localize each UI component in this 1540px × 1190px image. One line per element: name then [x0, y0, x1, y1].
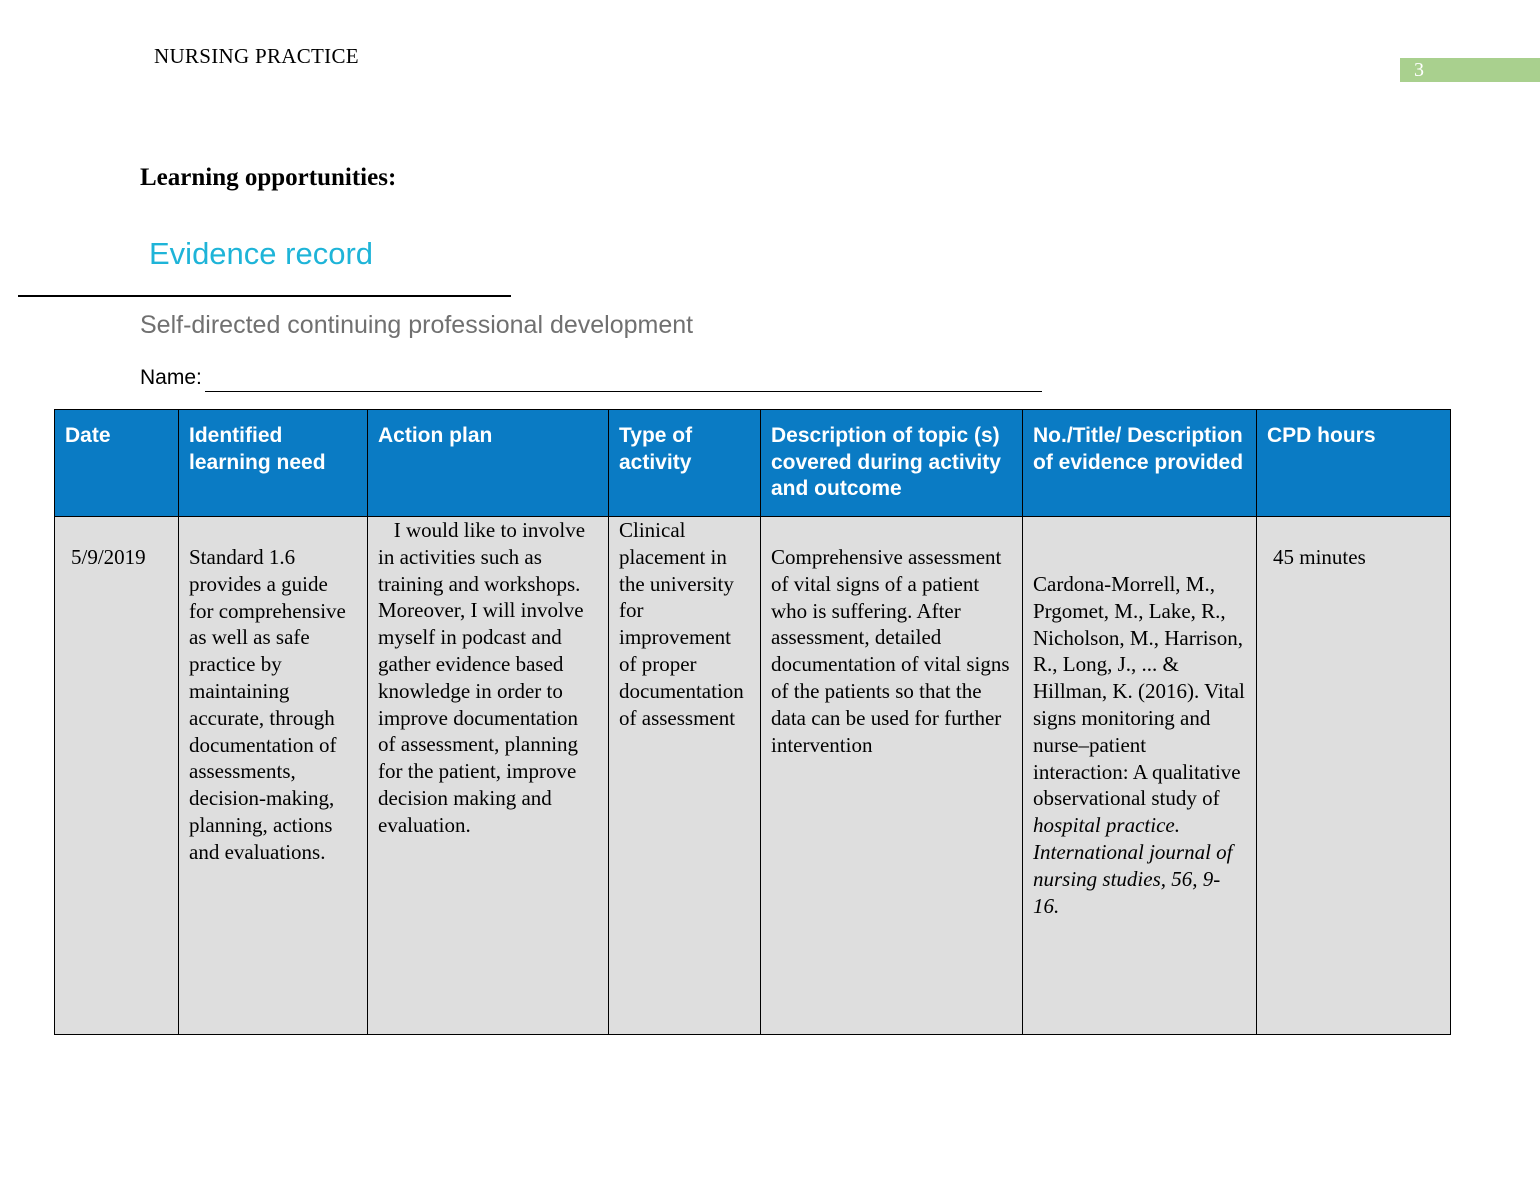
cpd-hours-value: 45 minutes [1273, 545, 1366, 569]
name-label: Name: [140, 366, 202, 389]
column-header-activity-type: Type of activity [609, 410, 761, 517]
page-number: 3 [1400, 58, 1540, 82]
evidence-citation-source: hospital practice. International journal of nursing studies, 56, 9-16. [1033, 813, 1233, 918]
action-plan-text: I would like to involve in activities such as training and workshops. Moreover, I will involve myself in podcast and gather evidence based knowledge in order to improve documentation of assessment, planning for the patient, improve decision making and evaluation. [378, 518, 591, 837]
table-row [55, 517, 1451, 1035]
date-value: 5/9/2019 [71, 545, 146, 569]
running-head: NURSING PRACTICE [154, 44, 359, 68]
cell-evidence [1023, 517, 1257, 1035]
evidence-table [54, 409, 1451, 1035]
document-title: Evidence record [149, 236, 374, 271]
column-header-description: Description of topic (s) covered during activity and outcome [761, 410, 1023, 517]
column-header-date: Date [55, 410, 179, 517]
table-header-row [55, 410, 1451, 517]
activity-type-text: Clinical placement in the university for improvement of proper documentation of assessment [619, 518, 744, 730]
cell-learning-need [179, 517, 368, 1035]
section-heading: Learning opportunities: [140, 164, 397, 191]
title-divider [18, 295, 511, 297]
document-subtitle: Self-directed continuing professional development [140, 311, 694, 339]
column-header-action-plan: Action plan [368, 410, 609, 517]
column-header-cpd-hours: CPD hours [1257, 410, 1451, 517]
description-text: Comprehensive assessment of vital signs of a patient who is suffering. After assessment, detailed documentation of vital signs of the patients so that the data can be used for further intervention [771, 545, 1010, 757]
column-header-evidence: No./Title/ Description of evidence provided [1023, 410, 1257, 517]
learning-need-text: Standard 1.6 provides a guide for comprehensive as well as safe practice by maintaining accurate, through documentation of assessments, decision-making, planning, actions and evaluations. [189, 545, 346, 864]
cell-description [761, 517, 1023, 1035]
cell-cpd-hours [1257, 517, 1451, 1035]
cell-activity-type [609, 517, 761, 1035]
cell-date [55, 517, 179, 1035]
cell-action-plan [368, 517, 609, 1035]
column-header-learning-need: Identified learning need [179, 410, 368, 517]
evidence-citation-text: Cardona-Morrell, M., Prgomet, M., Lake, R., Nicholson, M., Harrison, R., Long, J., ... & Hillman, K. (2016). Vital signs monitoring and nurse–patient interaction: A qualitative observational study of [1033, 572, 1245, 811]
name-field-line [205, 391, 1042, 392]
